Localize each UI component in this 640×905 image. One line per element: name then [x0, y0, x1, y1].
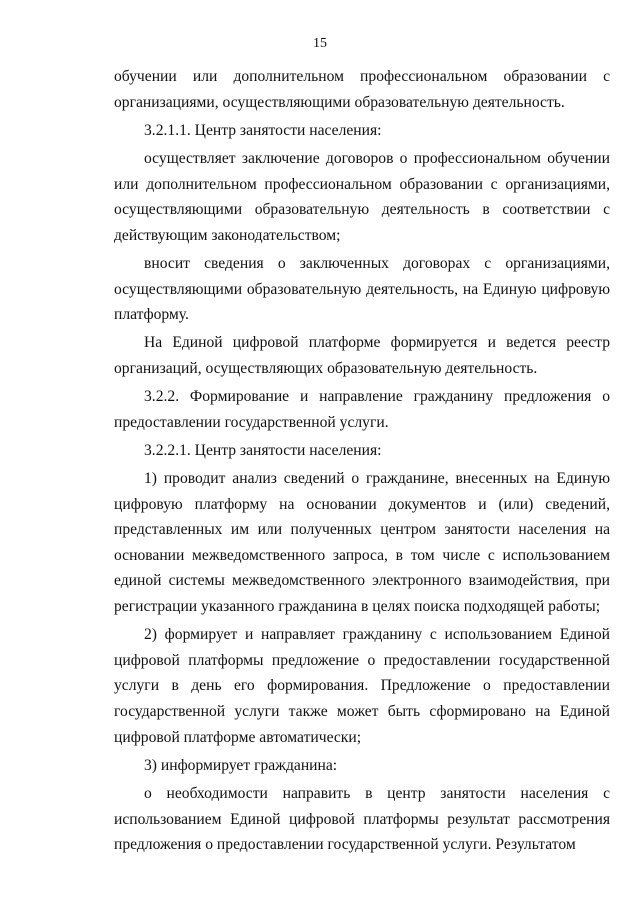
paragraph: На Единой цифровой платформе формируется и ведется реестр организаций, осуществляющих образовательную деятельность. [114, 334, 610, 377]
section-heading-3-2-1-1: 3.2.1.1. Центр занятости населения: [144, 121, 382, 139]
paragraph: о необходимости направить в центр занятости населения с использованием Единой цифровой платформы результат рассмотрения предложения о предоставлении государственной услуги. Результатом [114, 784, 610, 854]
section-heading-3-2-2: 3.2.2. Формирование и направление гражданину предложения о предоставлении государственной услуги. [114, 388, 610, 431]
list-item-2: 2) формирует и направляет гражданину с использованием Единой цифровой платформы предложение о предоставлении государственной услуги в день его формирования. Предложение о предоставлении государственной услуги также может быть сформировано на Единой цифровой платформе автоматически; [114, 626, 610, 746]
paragraph-continuation: обучении или дополнительном профессиональном образовании с организациями, осуществляющими образовательную деятельность. [114, 68, 610, 111]
document-body [114, 64, 610, 860]
paragraph: осуществляет заключение договоров о профессиональном обучении или дополнительном профессиональном образовании с организациями, осуществляющими образовательную деятельность в соответствии с действующим законодательством; [114, 149, 610, 244]
list-item-3: 3) информирует гражданина: [144, 756, 338, 774]
section-heading-3-2-2-1: 3.2.2.1. Центр занятости населения: [144, 441, 382, 459]
list-item-1: 1) проводит анализ сведений о гражданине, внесенных на Единую цифровую платформу на основании документов и (или) сведений, представленных им или полученных центром занятости населения на основании межведомственного запроса, в том числе с использованием единой системы межведомственного электронного взаимодействия, при регистрации указанного гражданина в целях поиска подходящей работы; [114, 470, 610, 616]
paragraph: вносит сведения о заключенных договорах с организациями, осуществляющими образовательную деятельность, на Единую цифровую платформу. [114, 254, 610, 324]
page-number: 15 [313, 36, 327, 51]
